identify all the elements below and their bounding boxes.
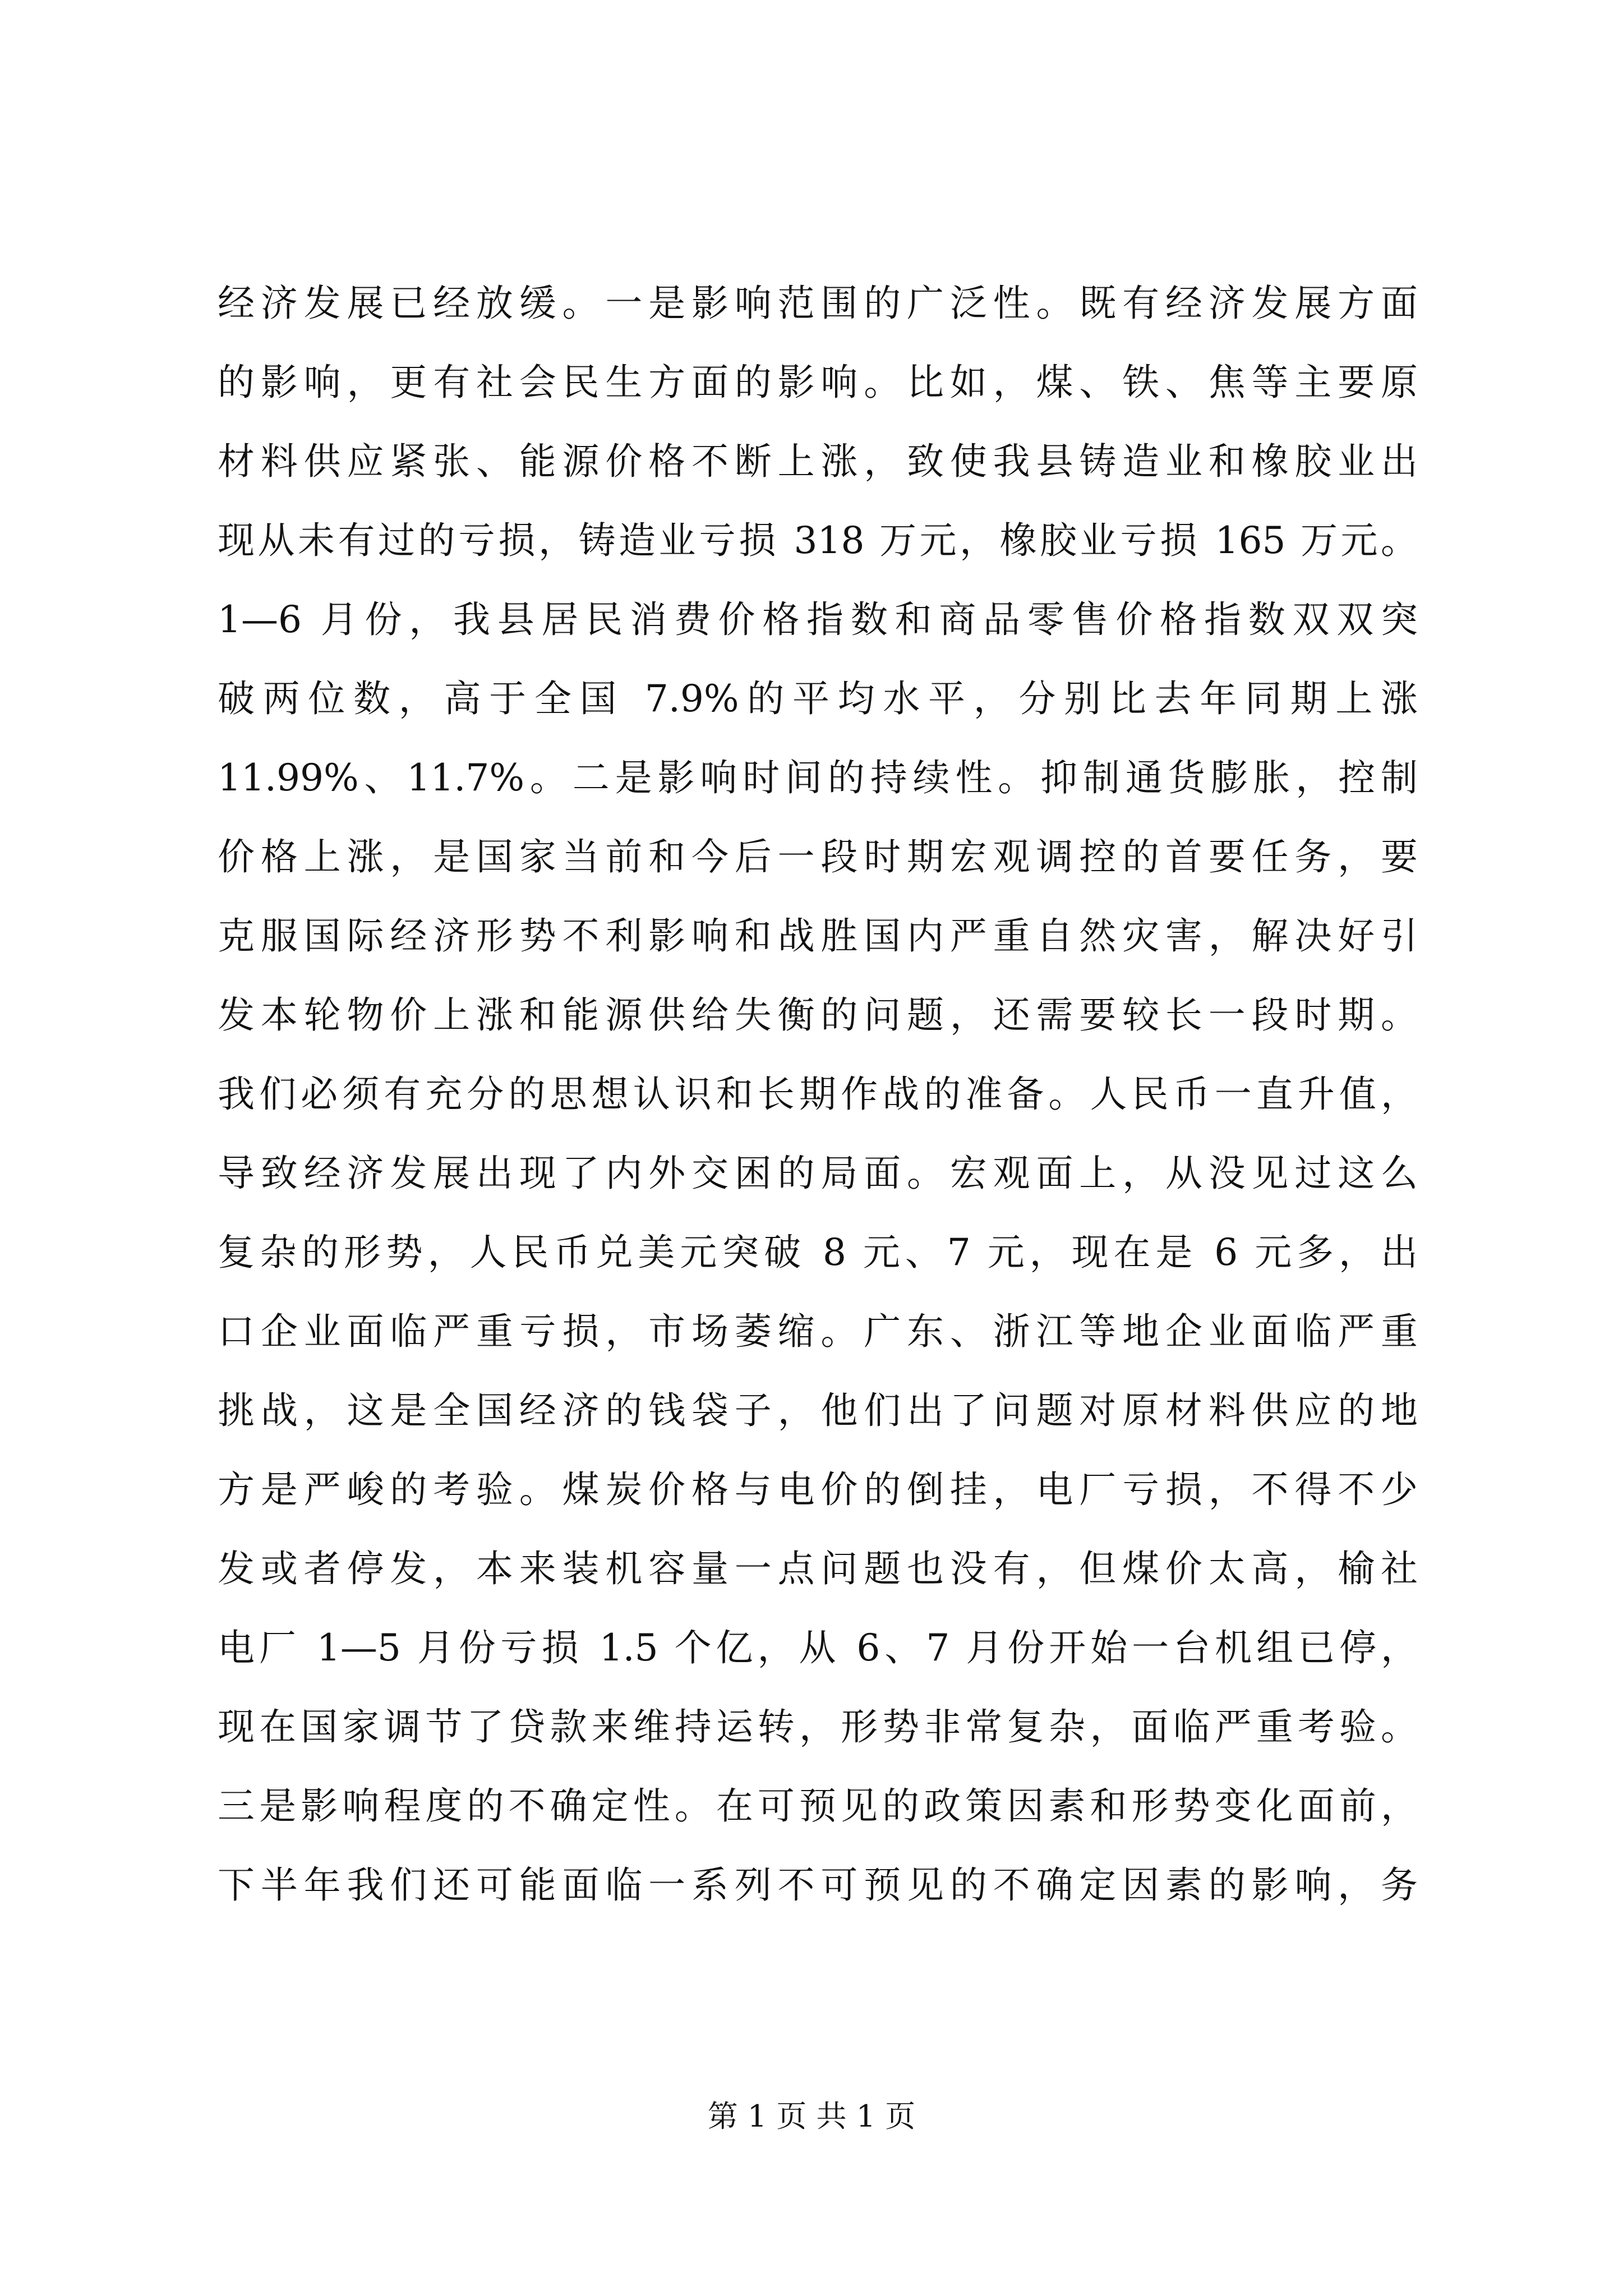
text-line-13: 复杂的形势，人民币兑美元突破 8 元、7 元，现在是 6 元多，出 xyxy=(218,1231,1418,1274)
text-line-17: 发或者停发，本来装机容量一点问题也没有，但煤价太高，榆社 xyxy=(218,1547,1418,1590)
text-line-20: 三是影响程度的不确定性。在可预见的政策因素和形势变化面前， xyxy=(218,1784,1418,1828)
text-line-10: 发本轮物价上涨和能源供给失衡的问题，还需要较长一段时期。 xyxy=(218,993,1418,1037)
text-line-21: 下半年我们还可能面临一系列不可预见的不确定因素的影响，务 xyxy=(218,1864,1418,1907)
text-line-15: 挑战，这是全国经济的钱袋子，他们出了问题对原材料供应的地 xyxy=(218,1389,1418,1432)
text-line-8: 价格上涨，是国家当前和今后一段时期宏观调控的首要任务，要 xyxy=(218,835,1418,878)
text-line-12: 导致经济发展出现了内外交困的局面。宏观面上，从没见过这么 xyxy=(218,1152,1418,1195)
text-line-3: 材料供应紧张、能源价格不断上涨，致使我县铸造业和橡胶业出 xyxy=(218,440,1418,483)
text-line-9: 克服国际经济形势不利影响和战胜国内严重自然灾害，解决好引 xyxy=(218,914,1418,958)
text-line-14: 口企业面临严重亏损，市场萎缩。广东、浙江等地企业面临严重 xyxy=(218,1310,1418,1353)
page-number-label: 第 1 页 共 1 页 xyxy=(707,2099,916,2134)
text-line-2: 的影响，更有社会民生方面的影响。比如，煤、铁、焦等主要原 xyxy=(218,361,1418,404)
body-paragraph xyxy=(218,264,1418,1925)
page-footer xyxy=(0,2097,1623,2136)
text-line-11: 我们必须有充分的思想认识和长期作战的准备。人民币一直升值， xyxy=(218,1073,1418,1116)
text-line-6: 破两位数，高于全国 7.9%的平均水平，分别比去年同期上涨 xyxy=(218,677,1418,720)
text-line-5: 1—6 月份，我县居民消费价格指数和商品零售价格指数双双突 xyxy=(218,598,1418,641)
text-line-19: 现在国家调节了贷款来维持运转，形势非常复杂，面临严重考验。 xyxy=(218,1705,1418,1749)
text-line-7: 11.99%、11.7%。二是影响时间的持续性。抑制通货膨胀，控制 xyxy=(218,756,1418,799)
text-line-4: 现从未有过的亏损，铸造业亏损 318 万元，橡胶业亏损 165 万元。 xyxy=(218,519,1418,562)
text-line-16: 方是严峻的考验。煤炭价格与电价的倒挂，电厂亏损，不得不少 xyxy=(218,1468,1418,1511)
text-line-1: 经济发展已经放缓。一是影响范围的广泛性。既有经济发展方面 xyxy=(218,282,1418,325)
text-line-18: 电厂 1—5 月份亏损 1.5 个亿，从 6、7 月份开始一台机组已停， xyxy=(218,1626,1418,1669)
